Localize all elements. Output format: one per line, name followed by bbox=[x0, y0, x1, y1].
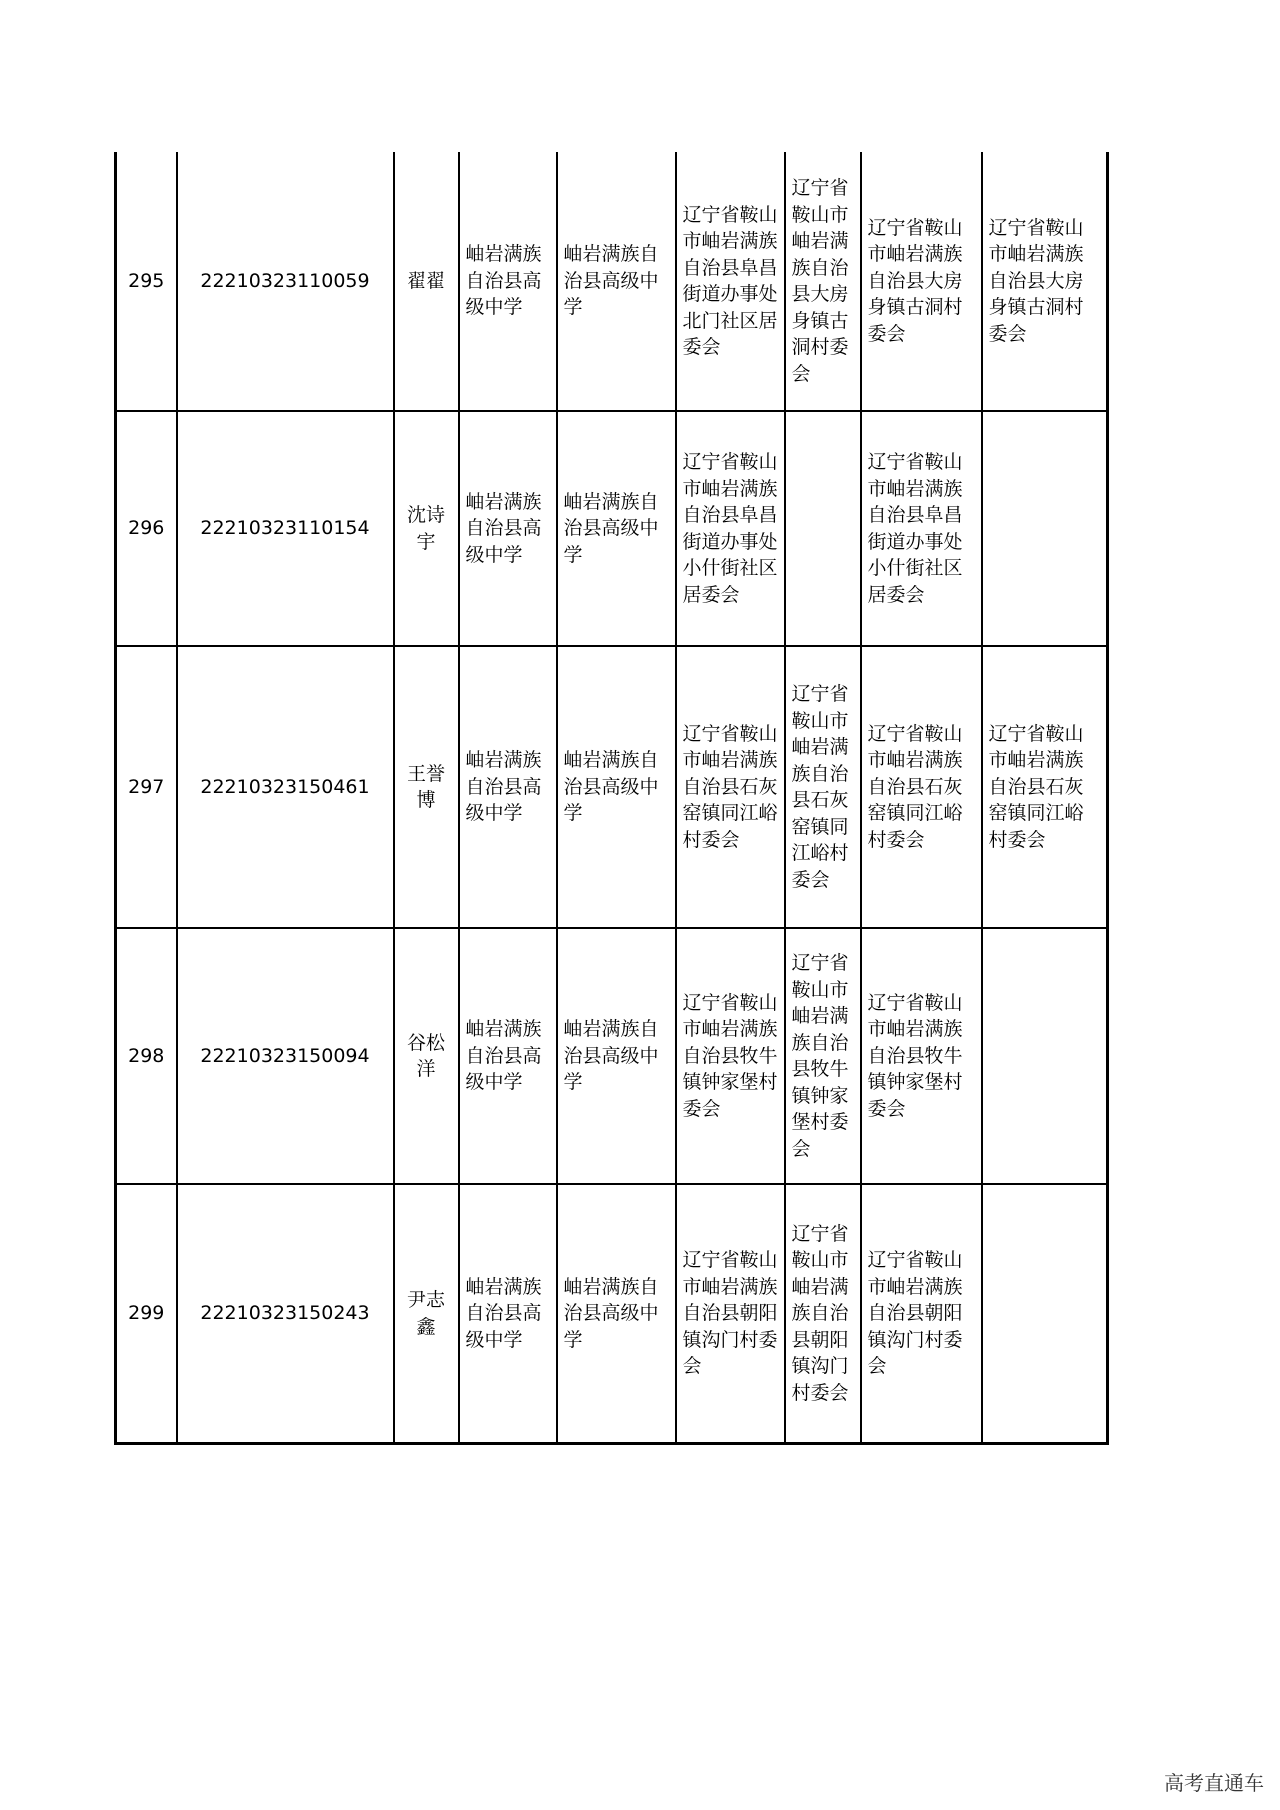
address4-cell bbox=[982, 411, 1108, 646]
address4-cell bbox=[982, 152, 1108, 411]
school2-text: 岫岩满族自治县高级中学 bbox=[563, 490, 659, 566]
address2-cell bbox=[785, 411, 861, 646]
seq-text: 296 bbox=[128, 517, 165, 540]
school-cell bbox=[459, 1184, 557, 1444]
school2-text: 岫岩满族自治县高级中学 bbox=[563, 749, 659, 825]
address2-text: 辽宁省鞍山市岫岩满族自治县朝阳镇沟门村委会 bbox=[791, 1222, 849, 1404]
seq-text: 295 bbox=[128, 269, 165, 292]
seq-text: 297 bbox=[128, 775, 165, 798]
address2-cell bbox=[785, 152, 861, 411]
address2-cell bbox=[785, 1184, 861, 1444]
seq-cell bbox=[116, 152, 177, 411]
address1-cell bbox=[676, 1184, 785, 1444]
table-row bbox=[116, 411, 1108, 646]
address4-cell bbox=[982, 646, 1108, 928]
address2-cell bbox=[785, 646, 861, 928]
table-row bbox=[116, 152, 1108, 411]
address2-text: 辽宁省鞍山市岫岩满族自治县石灰窑镇同江峪村委会 bbox=[791, 683, 849, 891]
table-row bbox=[116, 1184, 1108, 1444]
exam-id-text: 22210323150243 bbox=[200, 1302, 370, 1325]
school2-cell bbox=[557, 152, 676, 411]
address1-cell bbox=[676, 411, 785, 646]
address3-text: 辽宁省鞍山市岫岩满族自治县大房身镇古洞村委会 bbox=[867, 216, 963, 345]
school-text: 岫岩满族自治县高级中学 bbox=[465, 1018, 542, 1094]
address2-text: 辽宁省鞍山市岫岩满族自治县大房身镇古洞村委会 bbox=[791, 177, 849, 385]
address3-cell bbox=[861, 411, 982, 646]
seq-cell bbox=[116, 1184, 177, 1444]
address4-text: 辽宁省鞍山市岫岩满族自治县大房身镇古洞村委会 bbox=[988, 216, 1084, 345]
roster-table-wrapper bbox=[114, 152, 1109, 1445]
name-cell bbox=[394, 152, 459, 411]
school-text: 岫岩满族自治县高级中学 bbox=[465, 749, 542, 825]
address3-cell bbox=[861, 646, 982, 928]
school-text: 岫岩满族自治县高级中学 bbox=[465, 243, 542, 319]
school-cell bbox=[459, 411, 557, 646]
school-text: 岫岩满族自治县高级中学 bbox=[465, 490, 542, 566]
address3-text: 辽宁省鞍山市岫岩满族自治县朝阳镇沟门村委会 bbox=[867, 1249, 963, 1378]
exam-id-cell bbox=[177, 152, 394, 411]
address3-cell bbox=[861, 928, 982, 1184]
name-text: 王誉博 bbox=[406, 762, 445, 811]
exam-id-cell bbox=[177, 1184, 394, 1444]
address1-cell bbox=[676, 646, 785, 928]
school2-text: 岫岩满族自治县高级中学 bbox=[563, 1018, 659, 1094]
school2-cell bbox=[557, 1184, 676, 1444]
address3-text: 辽宁省鞍山市岫岩满族自治县牧牛镇钟家堡村委会 bbox=[867, 991, 963, 1120]
address4-text: 辽宁省鞍山市岫岩满族自治县石灰窑镇同江峪村委会 bbox=[988, 722, 1084, 851]
seq-cell bbox=[116, 411, 177, 646]
name-text: 沈诗宇 bbox=[406, 504, 445, 553]
exam-id-text: 22210323110154 bbox=[200, 517, 370, 540]
name-cell bbox=[394, 411, 459, 646]
exam-id-text: 22210323150094 bbox=[200, 1044, 370, 1067]
seq-text: 299 bbox=[128, 1302, 165, 1325]
watermark: 高考直通车 bbox=[1164, 1771, 1264, 1795]
name-cell bbox=[394, 928, 459, 1184]
school2-cell bbox=[557, 411, 676, 646]
address2-cell bbox=[785, 928, 861, 1184]
school2-cell bbox=[557, 928, 676, 1184]
school-cell bbox=[459, 928, 557, 1184]
school-cell bbox=[459, 152, 557, 411]
table-row bbox=[116, 646, 1108, 928]
school-text: 岫岩满族自治县高级中学 bbox=[465, 1275, 542, 1351]
address4-cell bbox=[982, 928, 1108, 1184]
address3-text: 辽宁省鞍山市岫岩满族自治县阜昌街道办事处小什街社区居委会 bbox=[867, 451, 963, 606]
address1-text: 辽宁省鞍山市岫岩满族自治县石灰窑镇同江峪村委会 bbox=[682, 722, 778, 851]
school2-text: 岫岩满族自治县高级中学 bbox=[563, 243, 659, 319]
name-text: 谷松洋 bbox=[406, 1031, 445, 1080]
exam-id-cell bbox=[177, 928, 394, 1184]
name-text: 翟翟 bbox=[406, 269, 445, 292]
address3-cell bbox=[861, 1184, 982, 1444]
address4-cell bbox=[982, 1184, 1108, 1444]
address3-text: 辽宁省鞍山市岫岩满族自治县石灰窑镇同江峪村委会 bbox=[867, 722, 963, 851]
school2-cell bbox=[557, 646, 676, 928]
table-row bbox=[116, 928, 1108, 1184]
name-text: 尹志鑫 bbox=[406, 1289, 445, 1338]
roster-table bbox=[114, 152, 1109, 1445]
name-cell bbox=[394, 1184, 459, 1444]
exam-id-cell bbox=[177, 646, 394, 928]
address3-cell bbox=[861, 152, 982, 411]
address1-text: 辽宁省鞍山市岫岩满族自治县阜昌街道办事处北门社区居委会 bbox=[682, 203, 778, 358]
exam-id-cell bbox=[177, 411, 394, 646]
name-cell bbox=[394, 646, 459, 928]
school-cell bbox=[459, 646, 557, 928]
address1-text: 辽宁省鞍山市岫岩满族自治县朝阳镇沟门村委会 bbox=[682, 1249, 778, 1378]
seq-text: 298 bbox=[128, 1044, 165, 1067]
seq-cell bbox=[116, 928, 177, 1184]
address1-text: 辽宁省鞍山市岫岩满族自治县阜昌街道办事处小什街社区居委会 bbox=[682, 451, 778, 606]
address1-cell bbox=[676, 152, 785, 411]
exam-id-text: 22210323110059 bbox=[200, 269, 370, 292]
seq-cell bbox=[116, 646, 177, 928]
school2-text: 岫岩满族自治县高级中学 bbox=[563, 1275, 659, 1351]
exam-id-text: 22210323150461 bbox=[200, 775, 370, 798]
address2-text: 辽宁省鞍山市岫岩满族自治县牧牛镇钟家堡村委会 bbox=[791, 952, 849, 1160]
address1-text: 辽宁省鞍山市岫岩满族自治县牧牛镇钟家堡村委会 bbox=[682, 991, 778, 1120]
address1-cell bbox=[676, 928, 785, 1184]
